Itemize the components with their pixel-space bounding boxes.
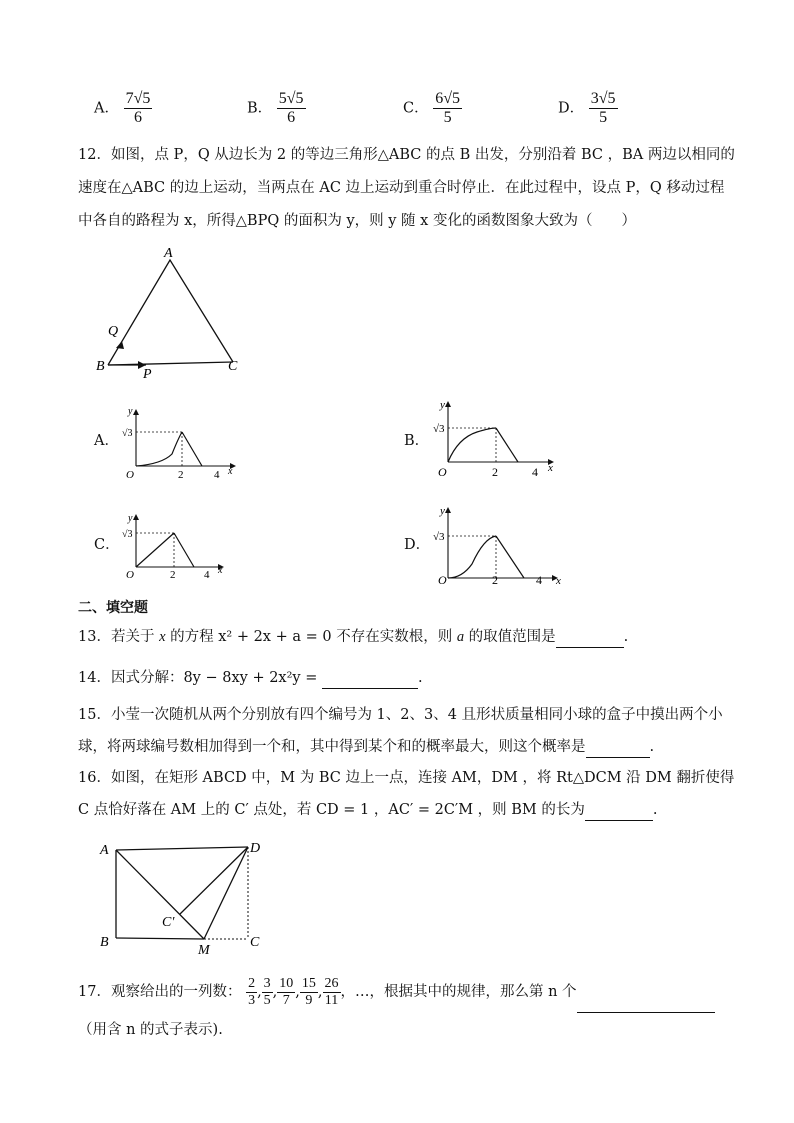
svg-text:√3: √3 bbox=[122, 428, 133, 439]
svg-text:A: A bbox=[100, 843, 109, 858]
q17-answer-blank[interactable] bbox=[577, 972, 715, 1013]
q12-option-b-label: B． bbox=[404, 433, 430, 449]
q12-line2: 速度在△ABC 的边上运动，当两点在 AC 边上运动到重合时停止．在此过程中，设点 P，Q 移动过程 bbox=[78, 180, 725, 196]
svg-text:2: 2 bbox=[492, 573, 498, 587]
svg-text:D: D bbox=[250, 841, 261, 856]
y-arrow-icon bbox=[445, 507, 451, 513]
svg-text:2: 2 bbox=[170, 569, 176, 581]
svg-text:x: x bbox=[548, 462, 553, 474]
q16-rectangle-figure bbox=[92, 838, 272, 958]
arrow-q-icon bbox=[116, 341, 124, 349]
section-fill-in-title: 二、填空题 bbox=[78, 600, 148, 616]
q12-graph-b bbox=[432, 398, 562, 483]
triangle-sides bbox=[108, 260, 233, 365]
svg-text:C′: C′ bbox=[162, 915, 175, 930]
q15-line2: 球，将两球编号数相加得到一个和，其中得到某个和的概率最大，则这个概率是 . bbox=[78, 737, 654, 758]
svg-text:2: 2 bbox=[492, 465, 498, 479]
svg-text:4: 4 bbox=[536, 573, 542, 587]
svg-text:x: x bbox=[556, 575, 561, 587]
q12-triangle-figure bbox=[88, 245, 248, 380]
q16-line1: 16．如图，在矩形 ABCD 中，M 为 BC 边上一点，连接 AM，DM ，将 Rt△DCM 沿 DM 翻折使得 bbox=[78, 770, 735, 786]
svg-text:4: 4 bbox=[214, 469, 220, 481]
q11-option-d: D． $\frac{3√5}{5}$ bbox=[558, 90, 616, 126]
y-arrow-icon bbox=[445, 401, 451, 407]
q12-graph-a bbox=[122, 404, 242, 484]
svg-text:√3: √3 bbox=[122, 529, 133, 540]
q15-answer-blank[interactable] bbox=[586, 737, 650, 758]
svg-text:2: 2 bbox=[178, 469, 184, 481]
label-c: C bbox=[228, 359, 238, 374]
q12-line1: 12．如图，点 P，Q 从边长为 2 的等边三角形△ABC 的点 B 出发，分别沿着 BC ，BA 两边以相同的 bbox=[78, 147, 735, 163]
label-q: Q bbox=[108, 324, 119, 339]
svg-text:y: y bbox=[440, 399, 445, 411]
q11-option-b: B． $\frac{5√5}{6}$ bbox=[247, 90, 304, 126]
q12-option-c-label: C． bbox=[94, 537, 120, 553]
q12-option-d-label: D． bbox=[404, 537, 431, 553]
q12-line3: 中各自的路程为 x，所得△BPQ 的面积为 y，则 y 随 x 变化的函数图象大致为（ ） bbox=[78, 213, 636, 229]
svg-text:y: y bbox=[128, 406, 133, 417]
svg-text:4: 4 bbox=[204, 569, 210, 581]
label-b: B bbox=[96, 359, 105, 374]
q17-line2: （用含 n 的式子表示). bbox=[78, 1022, 223, 1038]
svg-text:O: O bbox=[126, 469, 134, 481]
q11-option-c: C． $\frac{6√5}{5}$ bbox=[403, 90, 460, 126]
q12-graph-d bbox=[432, 502, 567, 587]
q11-option-a: A． $\frac{7√5}{6}$ bbox=[94, 90, 151, 126]
y-arrow-icon bbox=[133, 409, 139, 415]
svg-text:C: C bbox=[250, 935, 260, 950]
q16-answer-blank[interactable] bbox=[585, 800, 653, 821]
label-a: A bbox=[164, 246, 173, 261]
svg-text:O: O bbox=[438, 573, 447, 587]
q13-text: 13．若关于 x 的方程 x² + 2x + a = 0 不存在实数根，则 a 的取值范围是 . bbox=[78, 627, 628, 648]
svg-text:O: O bbox=[438, 465, 447, 479]
svg-text:M: M bbox=[198, 943, 210, 958]
q17-line1: 17．观察给出的一列数： $\frac{2}{3}$ , $\frac{3}{5}$ , $\frac{10}{7}$ , $\frac{15}{9}$ , $\frac{26}{11}$ ，…，根据其中的规律，那么第 n 个 bbox=[78, 972, 715, 1013]
svg-text:O: O bbox=[126, 569, 134, 581]
svg-text:4: 4 bbox=[532, 465, 538, 479]
q15-line1: 15．小莹一次随机从两个分别放有四个编号为 1、2、3、4 且形状质量相同小球的盒子中摸出两个小 bbox=[78, 707, 723, 723]
svg-text:B: B bbox=[100, 935, 109, 950]
svg-text:√3: √3 bbox=[433, 423, 445, 435]
q16-line2: C 点恰好落在 AM 上的 C′ 点处，若 CD = 1 ，AC′ = 2C′M ，则 BM 的长为 . bbox=[78, 800, 658, 821]
svg-text:y: y bbox=[440, 505, 445, 517]
q12-option-a-label: A． bbox=[94, 433, 119, 449]
q14-answer-blank[interactable] bbox=[322, 668, 418, 689]
svg-text:x: x bbox=[228, 466, 233, 477]
q12-graph-c bbox=[122, 511, 232, 581]
svg-text:x: x bbox=[218, 565, 223, 576]
y-arrow-icon bbox=[133, 514, 139, 520]
label-p: P bbox=[143, 367, 152, 380]
q14-text: 14．因式分解：8y − 8xy + 2x²y = . bbox=[78, 668, 423, 689]
q13-answer-blank[interactable] bbox=[556, 627, 624, 648]
svg-text:y: y bbox=[128, 513, 133, 524]
svg-text:√3: √3 bbox=[433, 531, 445, 543]
